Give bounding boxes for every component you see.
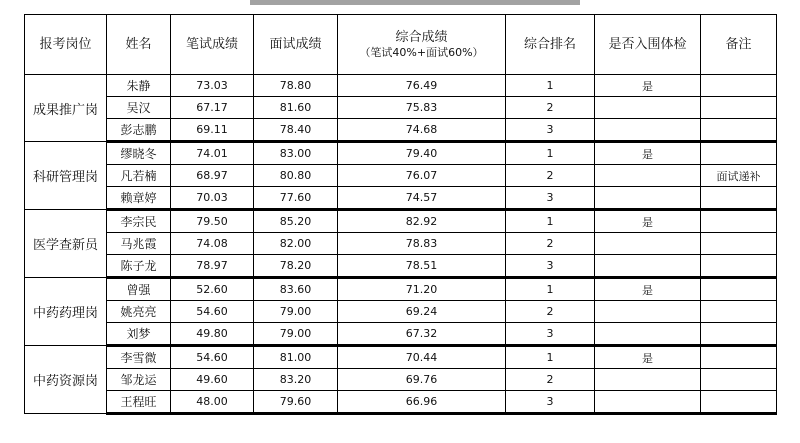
table-row bbox=[25, 346, 777, 369]
composite-score-cell: 67.32 bbox=[338, 323, 506, 346]
composite-score-cell: 69.76 bbox=[338, 369, 506, 391]
results-table bbox=[24, 14, 777, 415]
rank-cell: 3 bbox=[506, 391, 595, 414]
rank-cell: 3 bbox=[506, 323, 595, 346]
interview-score-cell: 80.80 bbox=[254, 165, 338, 187]
written-score-cell: 49.60 bbox=[171, 369, 254, 391]
rank-cell: 1 bbox=[506, 278, 595, 301]
physical-exam-flag-cell bbox=[595, 369, 701, 391]
table-row bbox=[25, 75, 777, 97]
table-row bbox=[25, 323, 777, 346]
candidate-name-cell: 王程旺 bbox=[107, 391, 171, 414]
interview-score-cell: 81.60 bbox=[254, 97, 338, 119]
table-row bbox=[25, 187, 777, 210]
position-cell: 中药药理岗 bbox=[25, 278, 107, 346]
candidate-name-cell: 凡若楠 bbox=[107, 165, 171, 187]
interview-score-cell: 78.20 bbox=[254, 255, 338, 278]
written-score-cell: 74.08 bbox=[171, 233, 254, 255]
remark-cell bbox=[701, 323, 777, 346]
remark-cell bbox=[701, 187, 777, 210]
physical-exam-flag-cell bbox=[595, 323, 701, 346]
interview-score-cell: 79.00 bbox=[254, 323, 338, 346]
written-score-cell: 52.60 bbox=[171, 278, 254, 301]
physical-exam-flag-cell: 是 bbox=[595, 210, 701, 233]
physical-exam-flag-cell: 是 bbox=[595, 142, 701, 165]
header-composite-formula: （笔试40%+面试60%） bbox=[359, 45, 484, 59]
composite-score-cell: 82.92 bbox=[338, 210, 506, 233]
composite-score-cell: 74.57 bbox=[338, 187, 506, 210]
physical-exam-flag-cell bbox=[595, 301, 701, 323]
composite-score-cell: 78.83 bbox=[338, 233, 506, 255]
composite-score-cell: 66.96 bbox=[338, 391, 506, 414]
candidate-name-cell: 彭志鹏 bbox=[107, 119, 171, 142]
composite-score-cell: 76.49 bbox=[338, 75, 506, 97]
rank-cell: 1 bbox=[506, 346, 595, 369]
rank-cell: 3 bbox=[506, 187, 595, 210]
written-score-cell: 54.60 bbox=[171, 346, 254, 369]
header-remark: 备注 bbox=[701, 15, 777, 75]
table-row bbox=[25, 301, 777, 323]
candidate-name-cell: 刘梦 bbox=[107, 323, 171, 346]
candidate-name-cell: 李雪微 bbox=[107, 346, 171, 369]
interview-score-cell: 81.00 bbox=[254, 346, 338, 369]
table-row bbox=[25, 119, 777, 142]
interview-score-cell: 78.80 bbox=[254, 75, 338, 97]
table-row bbox=[25, 233, 777, 255]
interview-score-cell: 82.00 bbox=[254, 233, 338, 255]
remark-cell bbox=[701, 255, 777, 278]
header-row bbox=[25, 15, 777, 75]
composite-score-cell: 75.83 bbox=[338, 97, 506, 119]
header-position: 报考岗位 bbox=[25, 15, 107, 75]
physical-exam-flag-cell bbox=[595, 97, 701, 119]
header-interview-score: 面试成绩 bbox=[254, 15, 338, 75]
candidate-name-cell: 朱静 bbox=[107, 75, 171, 97]
rank-cell: 1 bbox=[506, 142, 595, 165]
remark-cell bbox=[701, 75, 777, 97]
table-row bbox=[25, 165, 777, 187]
composite-score-cell: 74.68 bbox=[338, 119, 506, 142]
table-row bbox=[25, 142, 777, 165]
remark-cell bbox=[701, 210, 777, 233]
physical-exam-flag-cell bbox=[595, 255, 701, 278]
table-row bbox=[25, 210, 777, 233]
table-row bbox=[25, 391, 777, 414]
written-score-cell: 67.17 bbox=[171, 97, 254, 119]
position-cell: 中药资源岗 bbox=[25, 346, 107, 414]
composite-score-cell: 76.07 bbox=[338, 165, 506, 187]
position-cell: 医学查新员 bbox=[25, 210, 107, 278]
remark-cell bbox=[701, 391, 777, 414]
written-score-cell: 70.03 bbox=[171, 187, 254, 210]
rank-cell: 1 bbox=[506, 210, 595, 233]
candidate-name-cell: 吴汉 bbox=[107, 97, 171, 119]
position-cell: 科研管理岗 bbox=[25, 142, 107, 210]
remark-cell bbox=[701, 233, 777, 255]
rank-cell: 2 bbox=[506, 165, 595, 187]
physical-exam-flag-cell bbox=[595, 187, 701, 210]
candidate-name-cell: 姚亮亮 bbox=[107, 301, 171, 323]
rank-cell: 2 bbox=[506, 301, 595, 323]
written-score-cell: 68.97 bbox=[171, 165, 254, 187]
header-composite-title: 综合成绩 bbox=[395, 29, 448, 45]
written-score-cell: 69.11 bbox=[171, 119, 254, 142]
candidate-name-cell: 赖章婷 bbox=[107, 187, 171, 210]
interview-score-cell: 79.00 bbox=[254, 301, 338, 323]
composite-score-cell: 71.20 bbox=[338, 278, 506, 301]
written-score-cell: 54.60 bbox=[171, 301, 254, 323]
interview-score-cell: 83.20 bbox=[254, 369, 338, 391]
physical-exam-flag-cell bbox=[595, 233, 701, 255]
physical-exam-flag-cell bbox=[595, 119, 701, 142]
interview-score-cell: 83.00 bbox=[254, 142, 338, 165]
header-physical-exam: 是否入围体检 bbox=[595, 15, 701, 75]
composite-score-cell: 79.40 bbox=[338, 142, 506, 165]
composite-score-cell: 69.24 bbox=[338, 301, 506, 323]
position-cell: 成果推广岗 bbox=[25, 75, 107, 142]
results-body bbox=[25, 75, 777, 414]
interview-score-cell: 78.40 bbox=[254, 119, 338, 142]
candidate-name-cell: 邹龙运 bbox=[107, 369, 171, 391]
rank-cell: 2 bbox=[506, 233, 595, 255]
header-composite-score bbox=[338, 15, 506, 75]
composite-score-cell: 70.44 bbox=[338, 346, 506, 369]
written-score-cell: 49.80 bbox=[171, 323, 254, 346]
table-row bbox=[25, 278, 777, 301]
cropped-title-strip bbox=[250, 0, 580, 5]
rank-cell: 2 bbox=[506, 369, 595, 391]
remark-cell bbox=[701, 97, 777, 119]
composite-score-cell: 78.51 bbox=[338, 255, 506, 278]
interview-score-cell: 83.60 bbox=[254, 278, 338, 301]
interview-score-cell: 85.20 bbox=[254, 210, 338, 233]
header-name: 姓名 bbox=[107, 15, 171, 75]
physical-exam-flag-cell: 是 bbox=[595, 75, 701, 97]
written-score-cell: 74.01 bbox=[171, 142, 254, 165]
header-rank: 综合排名 bbox=[506, 15, 595, 75]
table-row bbox=[25, 369, 777, 391]
written-score-cell: 78.97 bbox=[171, 255, 254, 278]
table-row bbox=[25, 97, 777, 119]
candidate-name-cell: 李宗民 bbox=[107, 210, 171, 233]
rank-cell: 3 bbox=[506, 119, 595, 142]
candidate-name-cell: 陈子龙 bbox=[107, 255, 171, 278]
candidate-name-cell: 曾强 bbox=[107, 278, 171, 301]
remark-cell bbox=[701, 369, 777, 391]
written-score-cell: 48.00 bbox=[171, 391, 254, 414]
written-score-cell: 79.50 bbox=[171, 210, 254, 233]
table-row bbox=[25, 255, 777, 278]
physical-exam-flag-cell bbox=[595, 391, 701, 414]
candidate-name-cell: 马兆霞 bbox=[107, 233, 171, 255]
interview-score-cell: 79.60 bbox=[254, 391, 338, 414]
header-written-score: 笔试成绩 bbox=[171, 15, 254, 75]
physical-exam-flag-cell bbox=[595, 165, 701, 187]
written-score-cell: 73.03 bbox=[171, 75, 254, 97]
remark-cell bbox=[701, 346, 777, 369]
remark-cell bbox=[701, 301, 777, 323]
remark-cell bbox=[701, 142, 777, 165]
rank-cell: 3 bbox=[506, 255, 595, 278]
interview-score-cell: 77.60 bbox=[254, 187, 338, 210]
remark-cell bbox=[701, 278, 777, 301]
physical-exam-flag-cell: 是 bbox=[595, 278, 701, 301]
remark-cell: 面试递补 bbox=[701, 165, 777, 187]
rank-cell: 1 bbox=[506, 75, 595, 97]
candidate-name-cell: 缪晓冬 bbox=[107, 142, 171, 165]
remark-cell bbox=[701, 119, 777, 142]
physical-exam-flag-cell: 是 bbox=[595, 346, 701, 369]
rank-cell: 2 bbox=[506, 97, 595, 119]
